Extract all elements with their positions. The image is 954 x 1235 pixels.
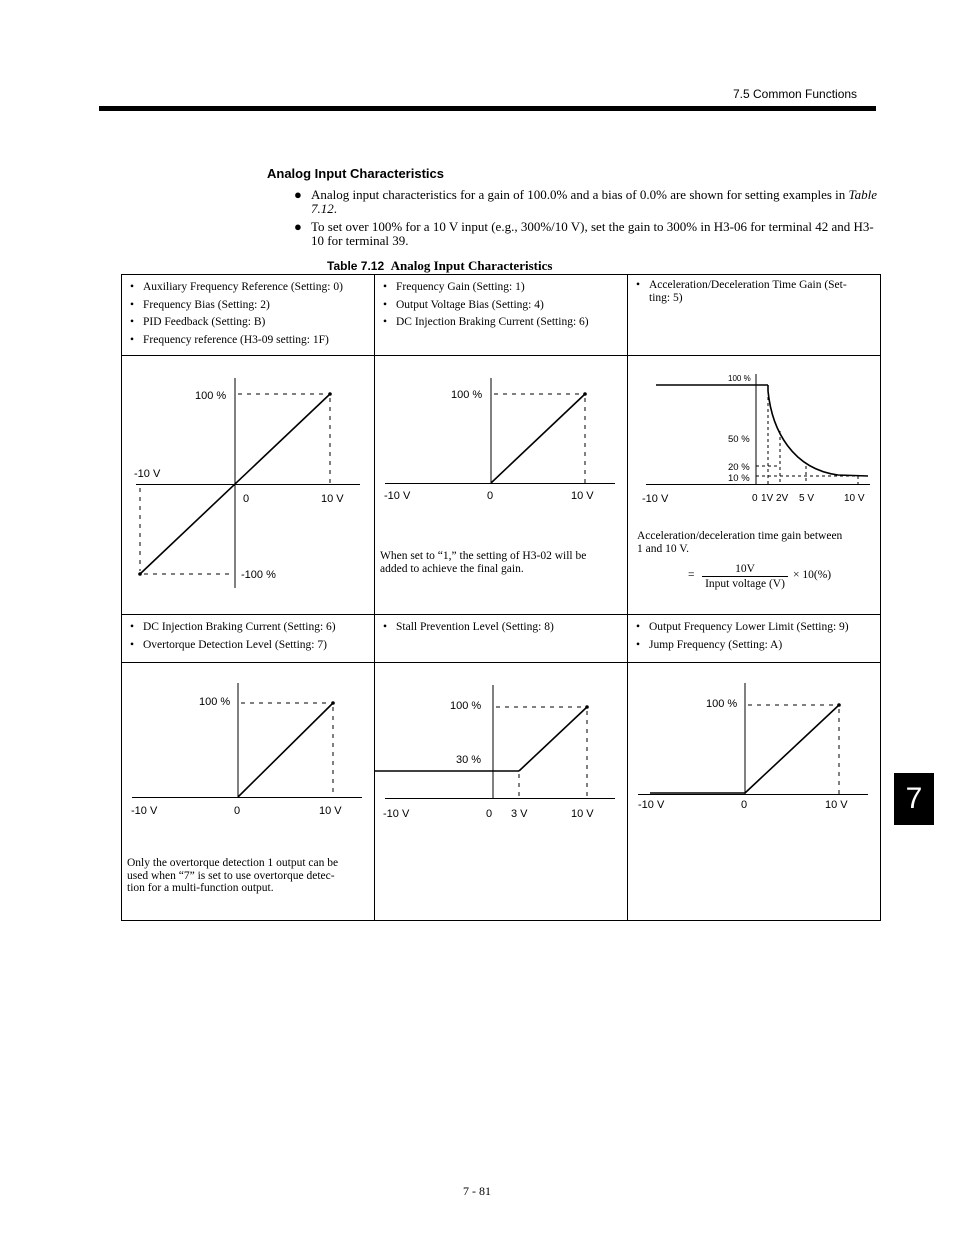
list-item: • Acceleration/Deceleration Time Gain (Set- <box>636 279 847 292</box>
page-number: 7 - 81 <box>463 1184 491 1198</box>
characteristic-line <box>519 707 587 771</box>
x-tick-5v: 5 V <box>799 493 815 504</box>
characteristic-line <box>745 705 839 793</box>
graph-5 <box>375 663 627 833</box>
list-item: • PID Feedback (Setting: B) <box>130 314 343 332</box>
x-label-zero: 0 <box>234 805 241 817</box>
list-item: • DC Injection Braking Current (Setting: 6) <box>130 619 336 637</box>
end-point <box>138 572 142 576</box>
note-graph-3: Acceleration/deceleration time gain between 1 and 10 V. <box>637 530 843 555</box>
formula-denominator: Input voltage (V) <box>705 578 785 590</box>
note-graph-4: Only the overtorque detection 1 output can be used when “7” is set to use overtorque detec- tion for a multi-function output. <box>127 857 339 894</box>
y-label-bottom: -100 % <box>241 569 276 581</box>
list-item: • Auxiliary Frequency Reference (Setting: 0) <box>130 279 343 297</box>
x-label-right: 10 V <box>571 490 594 502</box>
list-item: • Overtorque Detection Level (Setting: 7) <box>130 637 336 655</box>
table-caption: Table 7.12 Analog Input Characteristics <box>327 258 553 273</box>
formula-equals: = <box>688 569 695 581</box>
x-tick-0: 0 <box>752 493 758 504</box>
cell-row1-col1 <box>130 279 343 349</box>
y-label-50: 50 % <box>728 434 750 445</box>
cell-row2-col2 <box>383 619 554 637</box>
bullet-text: To set over 100% for a 10 V input (e.g., 300%/10 V), set the gain to 300% in H3-06 for terminal 42 and H3-10 for terminal 39. <box>311 219 874 248</box>
y-label-top: 100 % <box>199 696 231 708</box>
gain-curve <box>768 391 868 476</box>
x-label-zero: 0 <box>486 808 493 820</box>
end-point <box>585 705 589 709</box>
chapter-tab: 7 <box>894 773 934 825</box>
formula-tail: × 10(%) <box>793 569 832 581</box>
graph-3 <box>628 356 880 516</box>
x-label-left: -10 V <box>383 808 410 820</box>
y-label-mid: 30 % <box>456 754 482 766</box>
x-label-zero: 0 <box>243 493 250 505</box>
section-title: Analog Input Characteristics <box>267 166 444 181</box>
y-label-100: 100 % <box>728 374 751 383</box>
x-label-right: 10 V <box>825 799 848 811</box>
list-item: • Jump Frequency (Setting: A) <box>636 637 849 655</box>
list-item: • Stall Prevention Level (Setting: 8) <box>383 619 554 637</box>
cell-row1-col3 <box>636 279 847 305</box>
x-label-left: -10 V <box>384 490 411 502</box>
x-tick-10v: 10 V <box>844 493 865 504</box>
y-label-10: 10 % <box>728 473 750 484</box>
bullet-text: Analog input characteristics for a gain of 100.0% and a bias of 0.0% are shown for setting examples in Table 7.12. <box>311 187 877 216</box>
fraction-bar <box>702 576 788 577</box>
x-label-right: 10 V <box>319 805 342 817</box>
end-point <box>837 703 841 707</box>
running-header: 7.5 Common Functions <box>733 87 858 101</box>
x-label-left: -10 V <box>638 799 665 811</box>
end-point <box>328 392 332 396</box>
end-point <box>583 392 587 396</box>
x-label-right: 10 V <box>571 808 594 820</box>
y-label-top: 100 % <box>451 389 483 401</box>
cell-row1-col2 <box>383 279 589 332</box>
cell-row2-col1 <box>130 619 336 654</box>
list-item: • Output Frequency Lower Limit (Setting: 9) <box>636 619 849 637</box>
graph-2 <box>375 356 627 546</box>
x-label-mid: 3 V <box>511 808 528 820</box>
x-label-left: -10 V <box>131 805 158 817</box>
list-item: • Output Voltage Bias (Setting: 4) <box>383 297 589 315</box>
y-label-top: 100 % <box>195 390 227 402</box>
list-item: • Frequency Gain (Setting: 1) <box>383 279 589 297</box>
formula-numerator: 10V <box>735 563 755 575</box>
bullet-dot: ● <box>294 187 302 202</box>
characteristic-line <box>238 703 333 797</box>
bullet-dot: ● <box>294 219 302 234</box>
formula <box>688 563 848 593</box>
x-label-zero: 0 <box>741 799 748 811</box>
graph-6 <box>628 663 880 833</box>
table-reference: Table 7.12 <box>311 187 877 216</box>
x-label-right: 10 V <box>321 493 344 505</box>
x-label-left: -10 V <box>642 493 669 505</box>
list-item: • Frequency reference (H3-09 setting: 1F) <box>130 332 343 350</box>
end-point <box>331 701 335 705</box>
x-label-zero: 0 <box>487 490 494 502</box>
list-item: • Frequency Bias (Setting: 2) <box>130 297 343 315</box>
y-label-top: 100 % <box>450 700 482 712</box>
graph-1 <box>122 356 374 614</box>
x-tick-1v: 1V <box>761 493 774 504</box>
graph-4 <box>122 663 374 833</box>
list-item-continuation: ting: 5) <box>649 292 683 304</box>
x-label-left: -10 V <box>134 468 161 480</box>
characteristic-line <box>491 394 585 483</box>
note-graph-2: When set to “1,” the setting of H3-02 will be added to achieve the final gain. <box>380 550 587 575</box>
list-item: • DC Injection Braking Current (Setting: 6) <box>383 314 589 332</box>
y-label-20: 20 % <box>728 462 750 473</box>
y-label-top: 100 % <box>706 698 738 710</box>
cell-row2-col3 <box>636 619 849 654</box>
x-tick-2v: 2V <box>776 493 789 504</box>
